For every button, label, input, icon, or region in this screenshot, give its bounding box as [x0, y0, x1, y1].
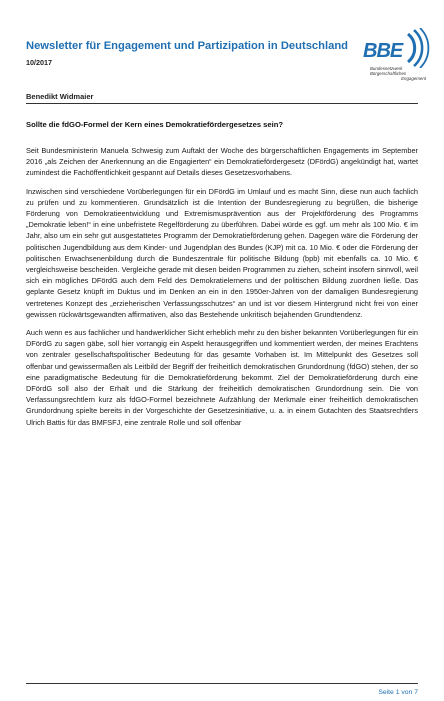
paragraph-2: Inzwischen sind verschiedene Vorüberlegungen für ein DFördG im Umlauf und es macht Sinn, diese nun auch fachlich zu prüfen und zu kommentieren. Grundsätzlich ist die Intention der Bundesregierung zu begrüßen, die bisherige Förderung von Demokratieentwicklung und Extremismusprävention aus der Projektförderung des Programms „Demokratie leben!“ in eine unbefristete Regelförderung zu überführen. Dabei würde es ggf. um mehr als 100 Mio. € im Jahr, also um ein sehr gut ausgestattetes Programm der Demokratieförderung gehen. Dagegen wäre die Förderung der politischen Jugendbildung aus dem Kinder- und Jugendplan des Bundes (KJP) mit ca. 10 Mio. € oder die Förderung der politischen Erwachsenenbildung durch die Bundeszentrale für politische Bildung (bpb) mit ebenfalls ca. 10 Mio. € vergleichsweise bescheiden. Vergleiche gerade mit diesen beiden Programmen zu ziehen, scheint insofern sinnvoll, weil sich ein mögliches DFördG auch dem Feld des Demokratielernens und der politischen Bildung zuordnen ließe. Das geplante Gesetz knüpft im Duktus und im Denken an ein in den 1950er-Jahren von der damaligen Bundesregierung vertretenes Konzept des „erzieherischen Verfassungsschutzes“ an und ist vor diesem Hintergrund nicht frei von einer gewissen rückwärtsgewandten affirmativen, also das Bestehende unkritisch bejahenden Grundtendenz. [26, 186, 418, 319]
issue-number: 10/2017 [26, 58, 52, 67]
header-divider [26, 103, 418, 104]
paragraph-3: Auch wenn es aus fachlicher und handwerklicher Sicht erheblich mehr zu den bisher bekannten Vorüberlegungen für ein DFördG zu sagen gäbe, soll hier vorrangig ein Aspekt herausgegriffen und kommentiert werden, der meines Erachtens von zentraler gesellschaftspolitischer Bedeutung für das gesamte Vorhaben ist. Im Mittelpunkt des Gesetzes soll offenbar und gewissermaßen als Leitbild der Begriff der freiheitlich demokratischen Grundordnung (fdGO) stehen, der so eine paradigmatische Bedeutung für die Demokratieförderung bekommt. Ziel der Demokratieförderung durch eine DFördG soll also der Erhalt und die Stärkung der freiheitlich demokratischen Grundordnung sein. Die von Verfassungsrechtlern kurz als fdGO-Formel bezeichnete Aufzählung der Merkmale einer freiheitlich demokratischen Grundordnung spielte bereits in der Vorgeschichte der Gesetzesinitiative, u. a. in einem Gutachten des Staatsrechtlers Ulrich Battis für das BMFSFJ, eine zentrale Rolle und soll offenbar [26, 328, 418, 427]
footer-divider [26, 683, 418, 684]
newsletter-header [26, 40, 348, 67]
newsletter-title: Newsletter für Engagement und Partizipation in Deutschland [26, 40, 348, 52]
author-name: Benedikt Widmaier [26, 92, 94, 101]
logo-subtitle [370, 66, 432, 81]
logo-letters: BBE [363, 40, 403, 62]
paragraph-1: Seit Bundesministerin Manuela Schwesig zum Auftakt der Woche des bürgerschaftlichen Engagements im September 2016 „als Zeichen der Anerkennung an die Engagierten“ ein Demokratiefördergesetz (DFördG) angekündigt hat, wartet zumindest die Fachöffentlichkeit gespannt auf Details dieses Gesetzesvorhabens. [26, 146, 418, 178]
article-heading: Sollte die fdGO-Formel der Kern eines Demokratiefördergesetzes sein? [26, 120, 283, 129]
logo-line-1: Bundesnetzwerk [370, 66, 403, 71]
article-body [26, 145, 418, 435]
logo-line-3: Engagement [401, 76, 426, 81]
bbe-logo [360, 28, 430, 90]
page-number: Seite 1 von 7 [378, 689, 418, 696]
logo-line-2: Bürgerschaftliches [370, 71, 407, 76]
